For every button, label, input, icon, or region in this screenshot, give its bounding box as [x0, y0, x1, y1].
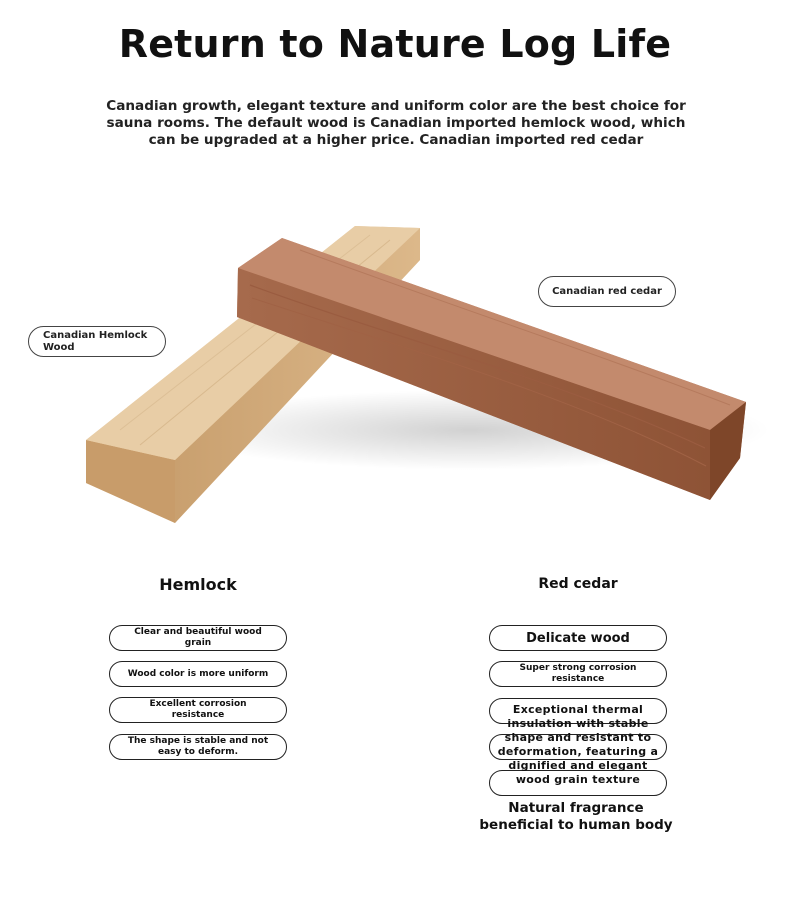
hemlock-callout: Canadian Hemlock Wood [28, 326, 166, 357]
cedar-fragrance-text: Natural fragrance beneficial to human body [479, 800, 673, 833]
cedar-thermal-text: Exceptional thermal insulation with stable shape and resistant to deformation, featuring a dignified and elegant wood grain texture [497, 703, 659, 786]
cedar-callout: Canadian red cedar [538, 276, 676, 307]
cedar-feature-pill: Super strong corrosion resistance [489, 661, 667, 687]
page-title: Return to Nature Log Life [118, 22, 672, 66]
cedar-heading: Red cedar [538, 576, 618, 592]
intro-paragraph: Canadian growth, elegant texture and uniform color are the best choice for sauna rooms. The default wood is Canadian imported hemlock wood, which can be upgraded at a higher price. Canadian imported red cedar [106, 98, 686, 148]
wood-samples-image [0, 190, 790, 560]
hemlock-feature-pill: The shape is stable and not easy to deform. [109, 734, 287, 760]
hemlock-feature-pill: Excellent corrosion resistance [109, 697, 287, 723]
hemlock-feature-pill: Wood color is more uniform [109, 661, 287, 687]
wood-blocks-illustration [0, 190, 790, 560]
cedar-feature-pill: Delicate wood [489, 625, 667, 651]
hemlock-heading: Hemlock [159, 575, 237, 594]
hemlock-feature-pill: Clear and beautiful wood grain [109, 625, 287, 651]
